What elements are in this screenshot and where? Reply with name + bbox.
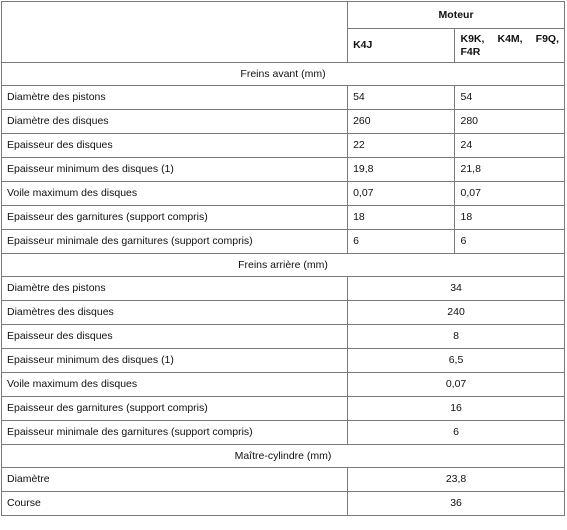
value-col-a: 260 bbox=[348, 110, 455, 134]
row-label: Epaisseur des disques bbox=[2, 134, 348, 158]
row-label: Epaisseur des garnitures (support compris) bbox=[2, 397, 348, 421]
table-row bbox=[2, 301, 565, 325]
value-col-a: 6 bbox=[348, 230, 455, 254]
row-label: Epaisseur minimum des disques (1) bbox=[2, 158, 348, 182]
engine-col-b-line1: K9K, K4M, F9Q, bbox=[460, 32, 559, 45]
row-label: Voile maximum des disques bbox=[2, 373, 348, 397]
row-label: Diamètre des pistons bbox=[2, 86, 348, 110]
value-col-a: 18 bbox=[348, 206, 455, 230]
brake-spec-table bbox=[1, 1, 565, 516]
value-col-b: 6 bbox=[455, 230, 565, 254]
value-col-b: 18 bbox=[455, 206, 565, 230]
value-merged: 240 bbox=[348, 301, 565, 325]
table-row bbox=[2, 277, 565, 301]
section-row-front bbox=[2, 63, 565, 86]
table-row bbox=[2, 421, 565, 445]
row-label: Course bbox=[2, 492, 348, 516]
row-label: Diamètres des disques bbox=[2, 301, 348, 325]
table-row bbox=[2, 349, 565, 373]
row-label: Diamètre des pistons bbox=[2, 277, 348, 301]
row-label: Epaisseur minimum des disques (1) bbox=[2, 349, 348, 373]
value-merged: 8 bbox=[348, 325, 565, 349]
header-row bbox=[2, 2, 565, 29]
value-col-b: 280 bbox=[455, 110, 565, 134]
table-row bbox=[2, 158, 565, 182]
row-label: Voile maximum des disques bbox=[2, 182, 348, 206]
engine-col-b bbox=[455, 29, 565, 63]
engine-col-b-line2: F4R bbox=[460, 45, 481, 58]
row-label: Diamètre bbox=[2, 468, 348, 492]
engine-group-header: Moteur bbox=[348, 2, 565, 29]
value-merged: 0,07 bbox=[348, 373, 565, 397]
value-col-b: 0,07 bbox=[455, 182, 565, 206]
section-row-master bbox=[2, 445, 565, 468]
value-col-b: 54 bbox=[455, 86, 565, 110]
table-row bbox=[2, 397, 565, 421]
value-col-a: 22 bbox=[348, 134, 455, 158]
value-merged: 6,5 bbox=[348, 349, 565, 373]
value-col-b: 24 bbox=[455, 134, 565, 158]
section-title-front: Freins avant (mm) bbox=[2, 63, 565, 86]
table-row bbox=[2, 110, 565, 134]
table-row bbox=[2, 325, 565, 349]
table-row bbox=[2, 230, 565, 254]
table-row bbox=[2, 134, 565, 158]
engine-col-a: K4J bbox=[348, 29, 455, 63]
section-title-rear: Freins arrière (mm) bbox=[2, 254, 565, 277]
table-row bbox=[2, 86, 565, 110]
section-row-rear bbox=[2, 254, 565, 277]
row-label: Epaisseur minimale des garnitures (support compris) bbox=[2, 230, 348, 254]
section-title-master: Maître-cylindre (mm) bbox=[2, 445, 565, 468]
table-row bbox=[2, 492, 565, 516]
table-row bbox=[2, 468, 565, 492]
value-merged: 16 bbox=[348, 397, 565, 421]
value-col-a: 54 bbox=[348, 86, 455, 110]
row-label: Epaisseur des disques bbox=[2, 325, 348, 349]
value-merged: 34 bbox=[348, 277, 565, 301]
row-label: Epaisseur minimale des garnitures (support compris) bbox=[2, 421, 348, 445]
header-empty-cell bbox=[2, 2, 348, 63]
table-row bbox=[2, 373, 565, 397]
table-row bbox=[2, 182, 565, 206]
value-col-a: 0,07 bbox=[348, 182, 455, 206]
value-merged: 6 bbox=[348, 421, 565, 445]
row-label: Epaisseur des garnitures (support compris) bbox=[2, 206, 348, 230]
value-merged: 36 bbox=[348, 492, 565, 516]
table-row bbox=[2, 206, 565, 230]
value-col-b: 21,8 bbox=[455, 158, 565, 182]
value-col-a: 19,8 bbox=[348, 158, 455, 182]
value-merged: 23,8 bbox=[348, 468, 565, 492]
row-label: Diamètre des disques bbox=[2, 110, 348, 134]
